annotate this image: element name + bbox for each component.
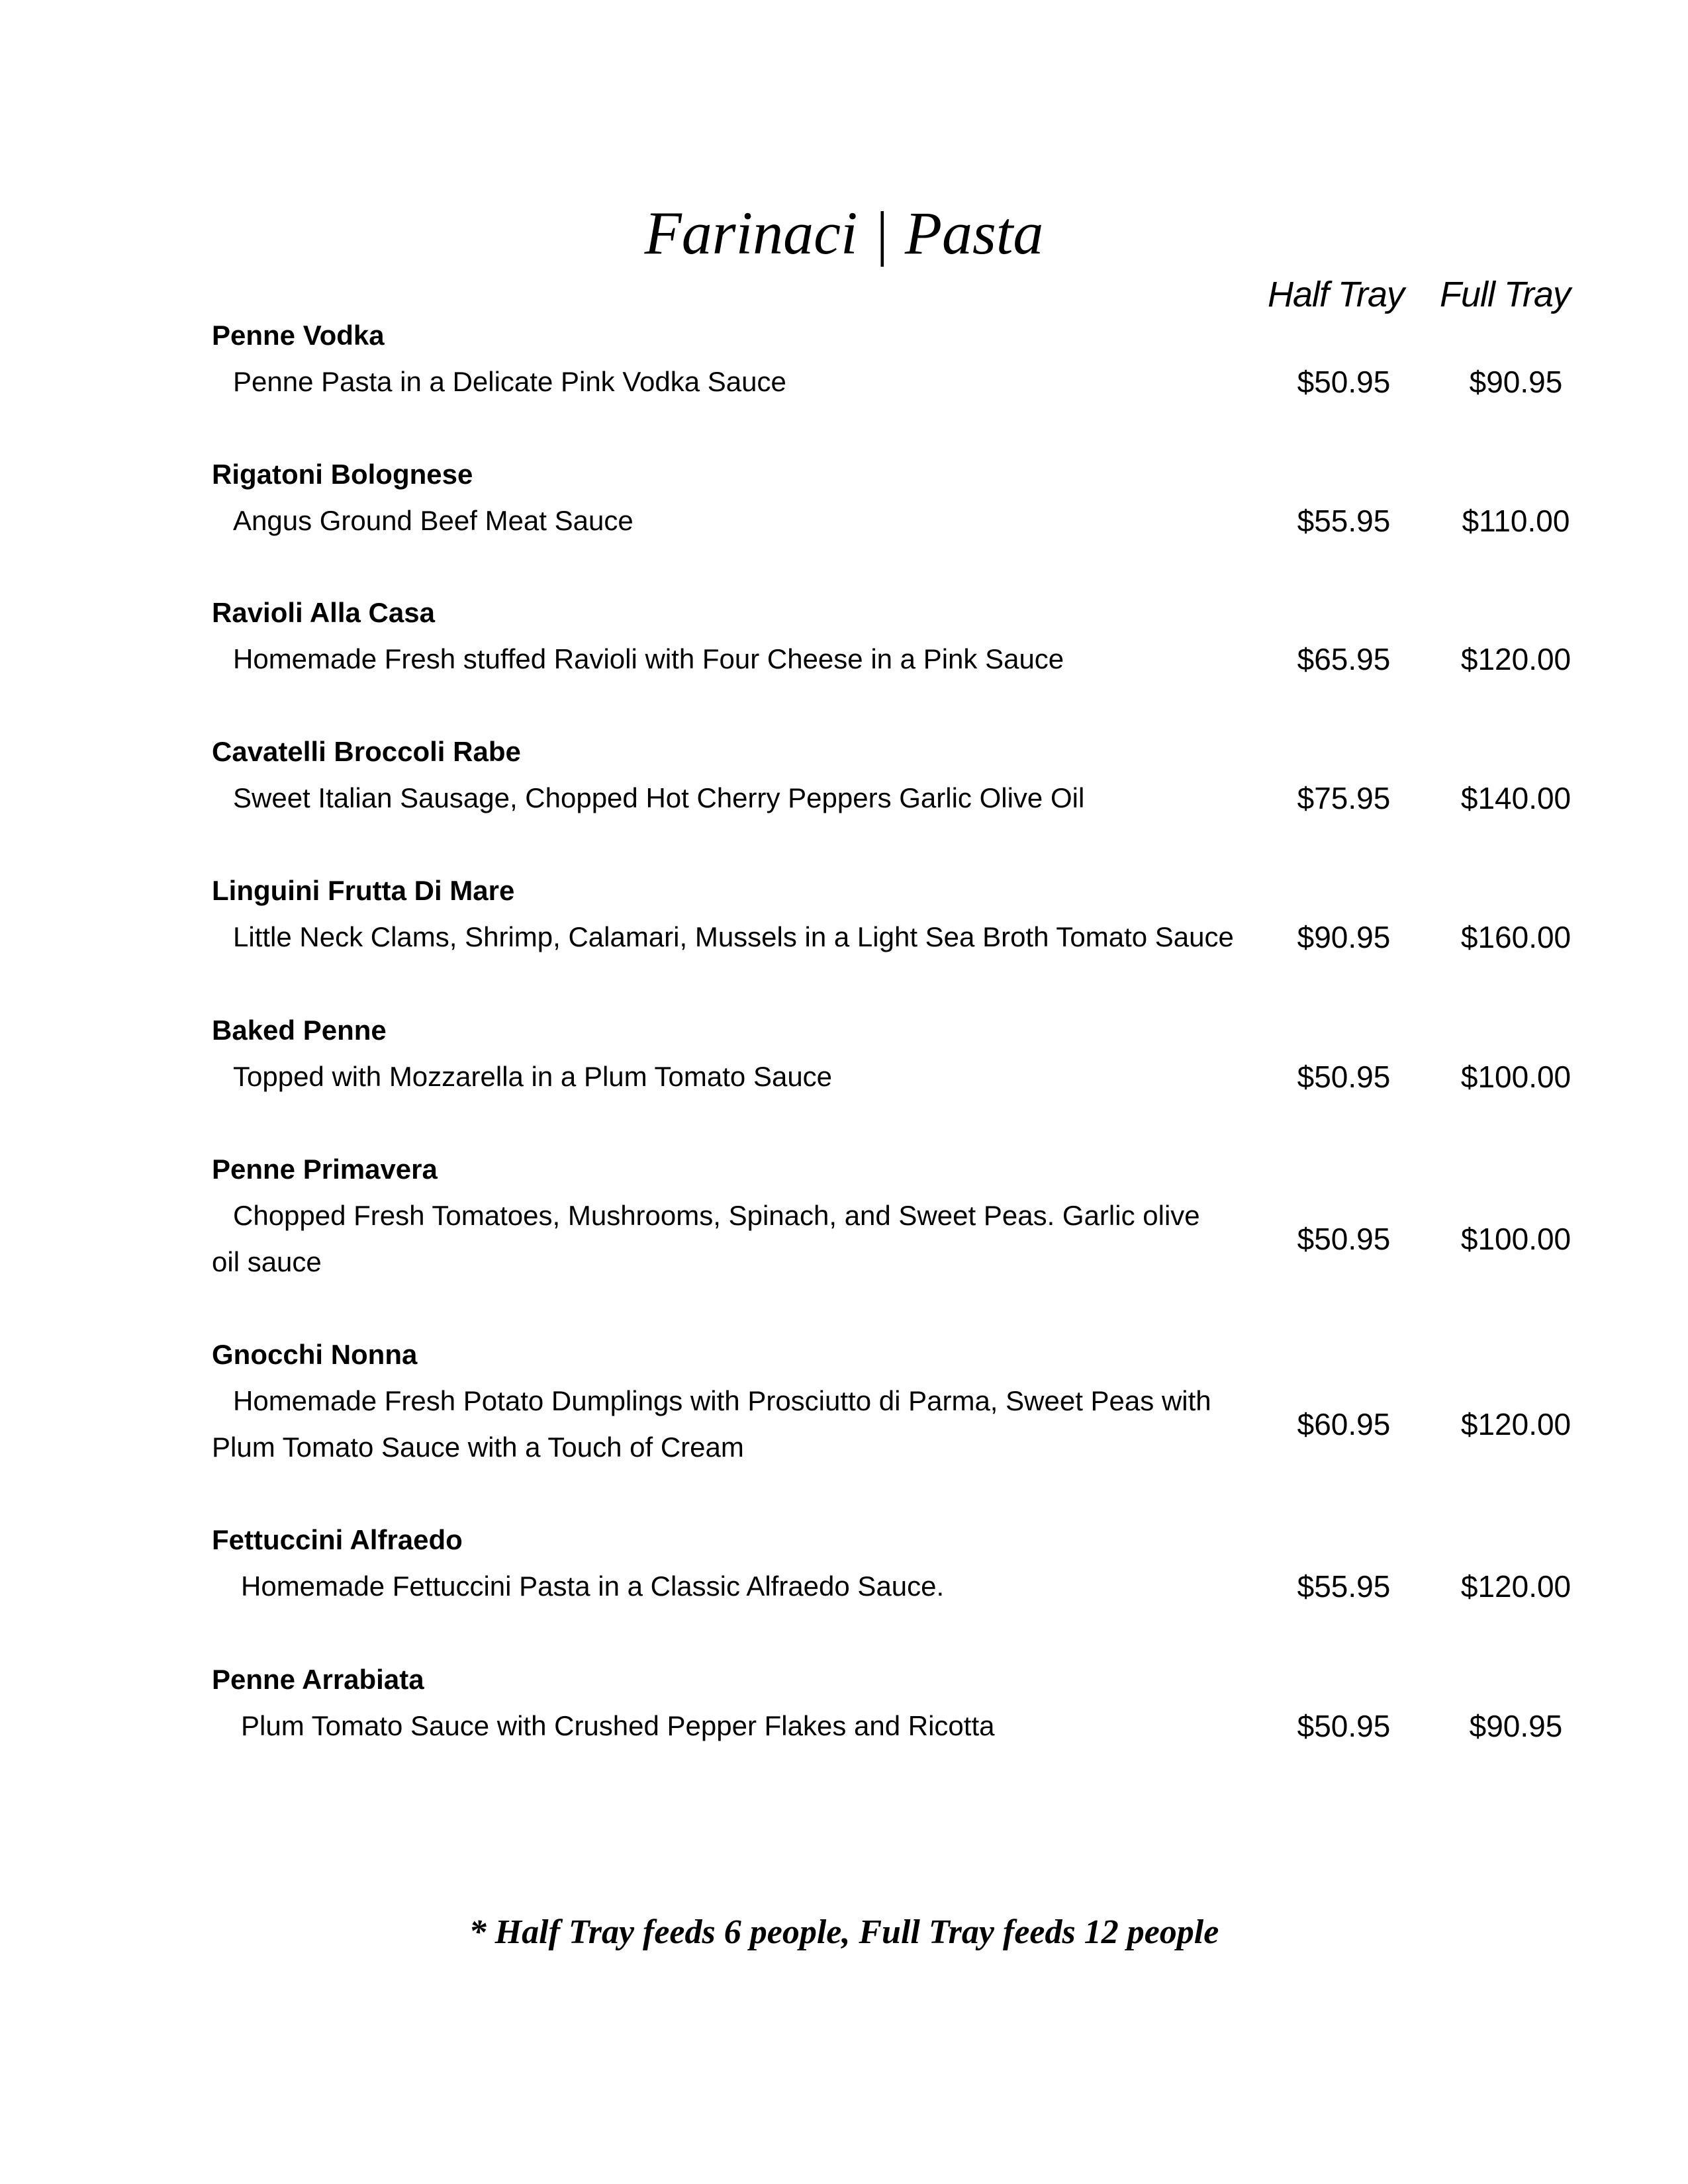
item-name: Penne Vodka xyxy=(212,320,385,351)
half-tray-price: $55.95 xyxy=(1297,504,1391,538)
menu-item xyxy=(212,590,1575,682)
item-name: Penne Primavera xyxy=(212,1154,438,1185)
item-description: Topped with Mozzarella in a Plum Tomato Sauce xyxy=(233,1061,833,1092)
item-name: Gnocchi Nonna xyxy=(212,1339,418,1370)
item-description: Penne Pasta in a Delicate Pink Vodka Sauce xyxy=(233,366,786,397)
footnote: * Half Tray feeds 6 people, Full Tray feeds 12 people xyxy=(469,1913,1219,1951)
menu-item xyxy=(212,451,1575,544)
half-tray-header: Half Tray xyxy=(1268,275,1405,314)
item-description: Homemade Fresh stuffed Ravioli with Four Cheese in a Pink Sauce xyxy=(233,643,1064,674)
item-description: Sweet Italian Sausage, Chopped Hot Cherry Peppers Garlic Olive Oil xyxy=(233,782,1085,813)
half-tray-price: $55.95 xyxy=(1297,1569,1391,1604)
menu-item xyxy=(212,1146,1575,1285)
full-tray-header: Full Tray xyxy=(1440,275,1571,314)
menu-item xyxy=(212,868,1575,960)
menu-item xyxy=(212,1007,1575,1100)
full-tray-price: $110.00 xyxy=(1462,504,1570,538)
item-description: Plum Tomato Sauce with Crushed Pepper Flakes and Ricotta xyxy=(241,1710,995,1741)
half-tray-price: $50.95 xyxy=(1297,365,1391,399)
half-tray-price: $90.95 xyxy=(1297,920,1391,954)
full-tray-price: $100.00 xyxy=(1460,1060,1571,1094)
item-description: Angus Ground Beef Meat Sauce xyxy=(233,505,633,536)
menu-item xyxy=(212,1517,1575,1610)
item-description: Little Neck Clams, Shrimp, Calamari, Mussels in a Light Sea Broth Tomato Sauce xyxy=(233,921,1234,952)
half-tray-price: $60.95 xyxy=(1297,1407,1391,1441)
item-name: Linguini Frutta Di Mare xyxy=(212,875,515,906)
half-tray-price: $50.95 xyxy=(1297,1060,1391,1094)
item-name: Cavatelli Broccoli Rabe xyxy=(212,736,521,767)
menu-item xyxy=(212,312,1575,405)
full-tray-price: $140.00 xyxy=(1460,781,1571,815)
full-tray-price: $100.00 xyxy=(1460,1222,1571,1256)
menu-item xyxy=(212,1657,1575,1749)
half-tray-price: $65.95 xyxy=(1297,642,1391,676)
page-title: Farinaci | Pasta xyxy=(644,199,1044,267)
half-tray-price: $50.95 xyxy=(1297,1709,1391,1743)
menu-item xyxy=(212,1332,1575,1471)
item-name: Rigatoni Bolognese xyxy=(212,459,473,490)
full-tray-price: $120.00 xyxy=(1460,642,1571,676)
full-tray-price: $90.95 xyxy=(1469,365,1563,399)
full-tray-price: $160.00 xyxy=(1460,920,1571,954)
full-tray-price: $120.00 xyxy=(1460,1569,1571,1604)
full-tray-price: $120.00 xyxy=(1460,1407,1571,1441)
half-tray-price: $50.95 xyxy=(1297,1222,1391,1256)
item-name: Baked Penne xyxy=(212,1015,387,1046)
item-name: Ravioli Alla Casa xyxy=(212,597,435,628)
item-description: Chopped Fresh Tomatoes, Mushrooms, Spinach, and Sweet Peas. Garlic olive oil sauce xyxy=(212,1200,1200,1277)
item-name: Fettuccini Alfraedo xyxy=(212,1524,463,1555)
item-description: Homemade Fettuccini Pasta in a Classic Alfraedo Sauce. xyxy=(241,1570,945,1602)
item-name: Penne Arrabiata xyxy=(212,1664,424,1695)
full-tray-price: $90.95 xyxy=(1469,1709,1563,1743)
menu-item xyxy=(212,729,1575,821)
half-tray-price: $75.95 xyxy=(1297,781,1391,815)
item-description: Homemade Fresh Potato Dumplings with Prosciutto di Parma, Sweet Peas with Plum Tomato Sauce with a Touch of Cream xyxy=(212,1385,1211,1463)
